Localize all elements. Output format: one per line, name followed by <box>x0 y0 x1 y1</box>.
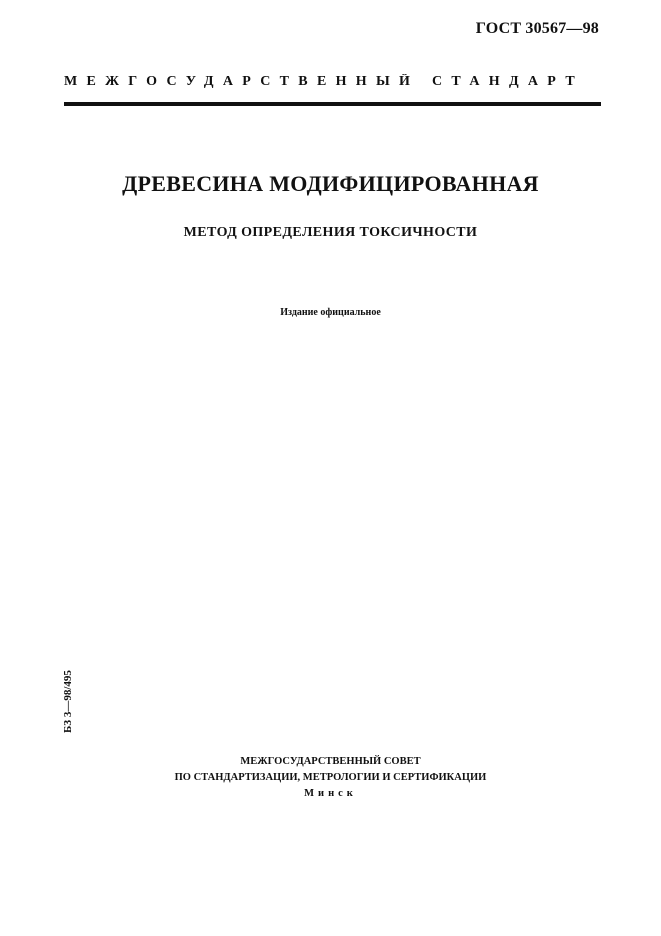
standard-series-heading: МЕЖГОСУДАРСТВЕННЫЙ СТАНДАРТ <box>64 74 584 89</box>
publisher-city: Минск <box>304 788 357 799</box>
header-rule <box>64 102 601 106</box>
publisher-line-2: ПО СТАНДАРТИЗАЦИИ, МЕТРОЛОГИИ И СЕРТИФИКАЦИИ <box>174 772 487 783</box>
side-registration-code: БЗ 3—98/495 <box>62 670 74 733</box>
publisher-line-1: МЕЖГОСУДАРСТВЕННЫЙ СОВЕТ <box>240 756 421 767</box>
edition-note: Издание официальное <box>280 307 381 318</box>
document-code: ГОСТ 30567—98 <box>475 20 599 37</box>
document-subtitle: МЕТОД ОПРЕДЕЛЕНИЯ ТОКСИЧНОСТИ <box>183 225 478 240</box>
document-title: ДРЕВЕСИНА МОДИФИЦИРОВАННАЯ <box>122 171 539 196</box>
publisher-block <box>0 754 661 802</box>
